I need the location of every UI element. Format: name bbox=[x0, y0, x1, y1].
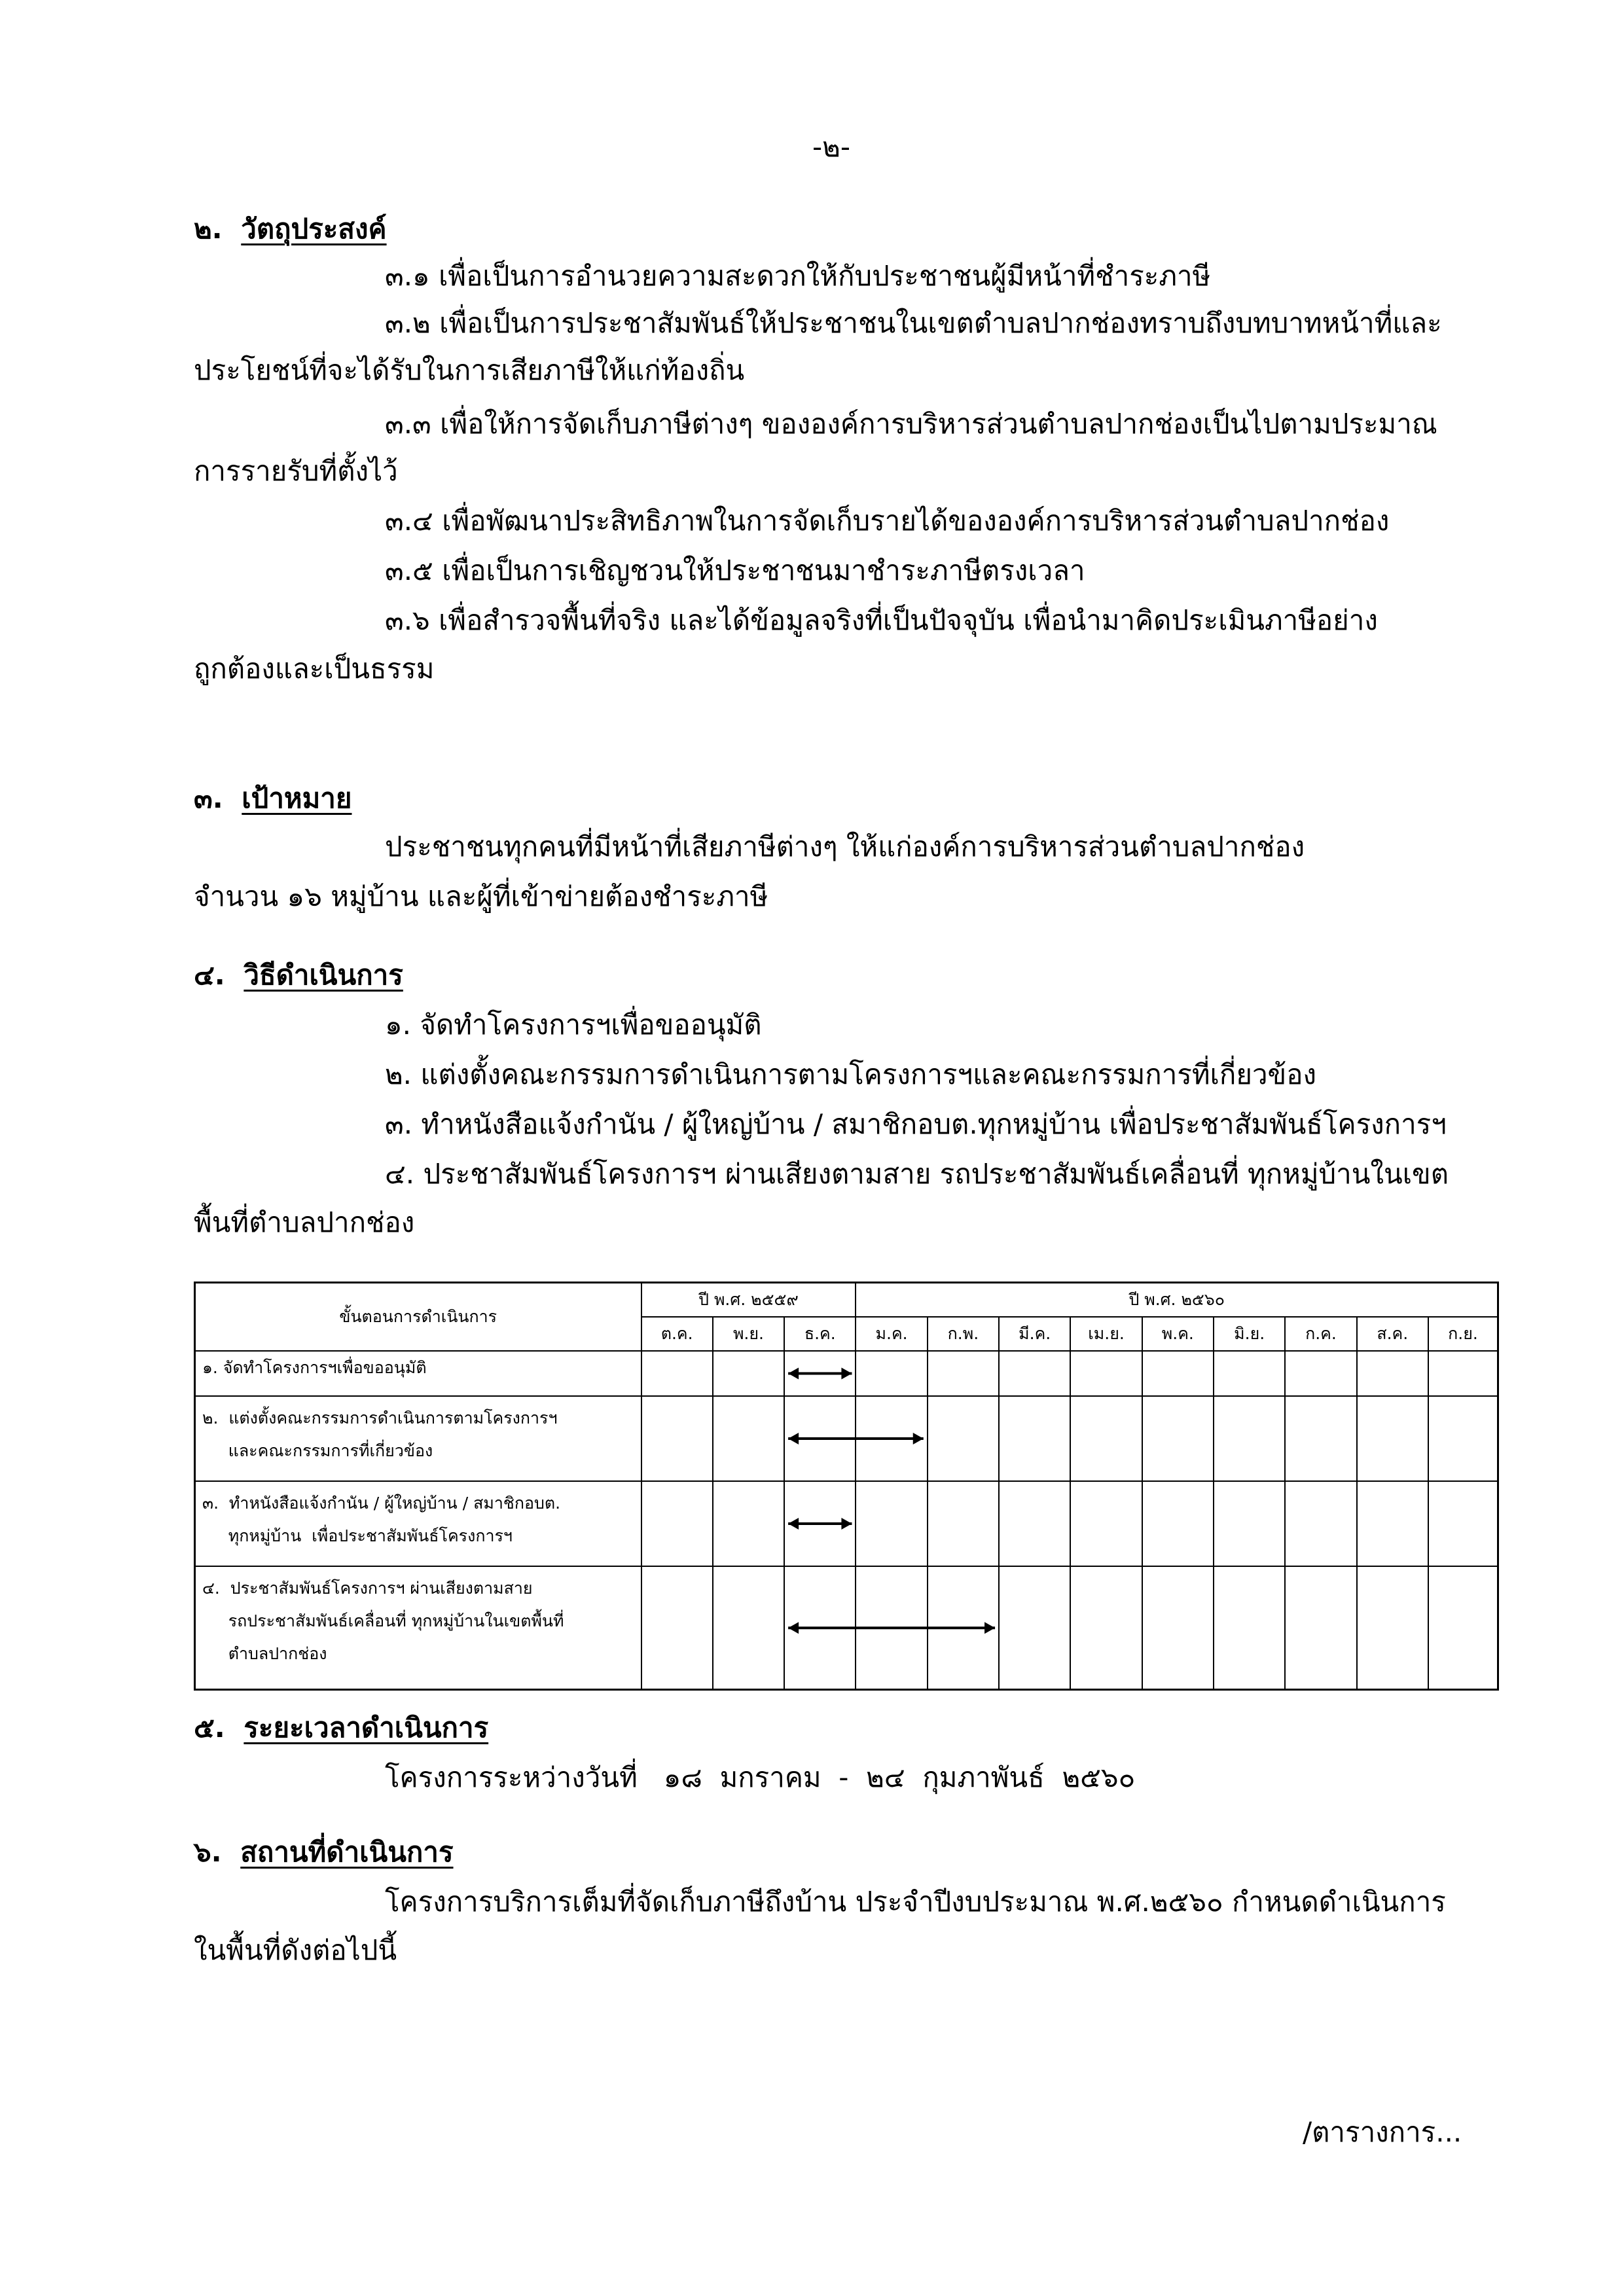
schedule-bar-start-arrow bbox=[788, 1368, 799, 1380]
objective-item-continuation: ประโยชน์ที่จะได้รับในการเสียภาษีให้แก่ท้องถิ่น bbox=[194, 354, 745, 386]
month-header: พ.ย. bbox=[713, 1317, 784, 1351]
month-header: ก.พ. bbox=[928, 1317, 999, 1351]
schedule-bar-end-arrow bbox=[841, 1368, 852, 1380]
schedule-bar-end-arrow bbox=[984, 1622, 995, 1634]
month-header: พ.ค. bbox=[1142, 1317, 1214, 1351]
objective-item: ๓.๑ เพื่อเป็นการอำนวยความสะดวกให้กับประชาชนผู้มีหน้าที่ชำระภาษี bbox=[385, 260, 1211, 292]
section-number: ๒. bbox=[194, 213, 223, 245]
objective-item: ๓.๕ เพื่อเป็นการเชิญชวนให้ประชาชนมาชำระภาษีตรงเวลา bbox=[385, 554, 1085, 586]
objective-item: ๓.๓ เพื่อให้การจัดเก็บภาษีต่างๆ ขององค์การบริหารส่วนตำบลปากช่องเป็นไปตามประมาณ bbox=[385, 408, 1437, 440]
step-line: ๒. แต่งตั้งคณะกรรมการดำเนินการตามโครงการฯ bbox=[202, 1408, 558, 1427]
month-header: ต.ค. bbox=[641, 1317, 713, 1351]
objective-item: ๓.๖ เพื่อสำรวจพื้นที่จริง และได้ข้อมูลจริงที่เป็นปัจจุบัน เพื่อนำมาคิดประเมินภาษีอย่าง bbox=[385, 604, 1378, 636]
month-header: ก.ค. bbox=[1285, 1317, 1356, 1351]
objective-item-continuation: การรายรับที่ตั้งไว้ bbox=[194, 455, 398, 487]
month-header: ธ.ค. bbox=[784, 1317, 856, 1351]
section-duration-heading bbox=[194, 1708, 488, 1748]
schedule-bar-start-arrow bbox=[788, 1622, 799, 1634]
method-item: ๔. ประชาสัมพันธ์โครงการฯ ผ่านเสียงตามสาย รถประชาสัมพันธ์เคลื่อนที่ ทุกหมู่บ้านในเขต bbox=[385, 1158, 1449, 1190]
step-line: ๓. ทำหนังสือแจ้งกำนัน / ผู้ใหญ่บ้าน / สมาชิกอบต. bbox=[202, 1494, 561, 1513]
year-header: ปี พ.ศ. ๒๕๖๐ bbox=[856, 1283, 1498, 1318]
objective-item-continuation: ถูกต้องและเป็นธรรม bbox=[194, 653, 435, 685]
method-item: ๒. แต่งตั้งคณะกรรมการดำเนินการตามโครงการฯและคณะกรรมการที่เกี่ยวข้อง bbox=[385, 1058, 1316, 1090]
method-item: ๑. จัดทำโครงการฯเพื่อขออนุมัติ bbox=[385, 1009, 762, 1041]
step-line: ๑. จัดทำโครงการฯเพื่อขออนุมัติ bbox=[202, 1358, 427, 1377]
step-column-header: ขั้นตอนการดำเนินการ bbox=[195, 1283, 641, 1352]
location-text-continuation: ในพื้นที่ดังต่อไปนี้ bbox=[194, 1934, 397, 1966]
continuation-note: /ตารางการ... bbox=[1303, 2116, 1462, 2148]
step-line: รถประชาสัมพันธ์เคลื่อนที่ ทุกหมู่บ้านในเขตพื้นที่ bbox=[202, 1611, 564, 1630]
month-header: เม.ย. bbox=[1070, 1317, 1142, 1351]
location-text: โครงการบริการเต็มที่จัดเก็บภาษีถึงบ้าน ประจำปีงบประมาณ พ.ศ.๒๕๖๐ กำหนดดำเนินการ bbox=[385, 1886, 1446, 1918]
page-number: -๒- bbox=[812, 131, 850, 163]
schedule-bar-end-arrow bbox=[841, 1518, 852, 1530]
section-number: ๕. bbox=[194, 1712, 225, 1744]
month-header: ม.ค. bbox=[856, 1317, 927, 1351]
section-title: เป้าหมาย bbox=[242, 782, 352, 814]
target-text: ประชาชนทุกคนที่มีหน้าที่เสียภาษีต่างๆ ให้แก่องค์การบริหารส่วนตำบลปากช่อง bbox=[385, 831, 1305, 863]
month-header: มี.ค. bbox=[999, 1317, 1070, 1351]
section-title: วิธีดำเนินการ bbox=[244, 959, 403, 991]
schedule-bar-start-arrow bbox=[788, 1433, 799, 1444]
section-number: ๔. bbox=[194, 959, 225, 991]
schedule-bar-start-arrow bbox=[788, 1518, 799, 1530]
section-title: สถานที่ดำเนินการ bbox=[240, 1836, 454, 1868]
step-line: ทุกหมู่บ้าน เพื่อประชาสัมพันธ์โครงการฯ bbox=[202, 1526, 513, 1545]
schedule-bar-end-arrow bbox=[913, 1433, 924, 1444]
method-item-continuation: พื้นที่ตำบลปากช่อง bbox=[194, 1206, 415, 1238]
duration-text: โครงการระหว่างวันที่ ๑๘ มกราคม - ๒๔ กุมภาพันธ์ ๒๕๖๐ bbox=[385, 1761, 1136, 1793]
section-title: วัตถุประสงค์ bbox=[241, 213, 387, 245]
target-text-continuation: จำนวน ๑๖ หมู่บ้าน และผู้ที่เข้าข่ายต้องชำระภาษี bbox=[194, 880, 768, 912]
method-item: ๓. ทำหนังสือแจ้งกำนัน / ผู้ใหญ่บ้าน / สมาชิกอบต.ทุกหมู่บ้าน เพื่อประชาสัมพันธ์โครงการฯ bbox=[385, 1108, 1447, 1140]
section-number: ๓. bbox=[194, 782, 223, 814]
section-title: ระยะเวลาดำเนินการ bbox=[244, 1712, 489, 1744]
month-header: ส.ค. bbox=[1357, 1317, 1428, 1351]
section-location-heading bbox=[194, 1833, 454, 1872]
step-line: และคณะกรรมการที่เกี่ยวข้อง bbox=[202, 1441, 433, 1460]
month-header: มิ.ย. bbox=[1214, 1317, 1285, 1351]
month-header: ก.ย. bbox=[1428, 1317, 1498, 1351]
step-line: ตำบลปากช่อง bbox=[202, 1644, 327, 1663]
objective-item: ๓.๒ เพื่อเป็นการประชาสัมพันธ์ให้ประชาชนในเขตตำบลปากช่องทราบถึงบทบาทหน้าที่และ bbox=[385, 307, 1442, 339]
step-line: ๔. ประชาสัมพันธ์โครงการฯ ผ่านเสียงตามสาย bbox=[202, 1579, 533, 1598]
section-number: ๖. bbox=[194, 1836, 222, 1868]
objective-item: ๓.๔ เพื่อพัฒนาประสิทธิภาพในการจัดเก็บรายได้ขององค์การบริหารส่วนตำบลปากช่อง bbox=[385, 505, 1390, 537]
year-header: ปี พ.ศ. ๒๕๕๙ bbox=[641, 1283, 856, 1318]
